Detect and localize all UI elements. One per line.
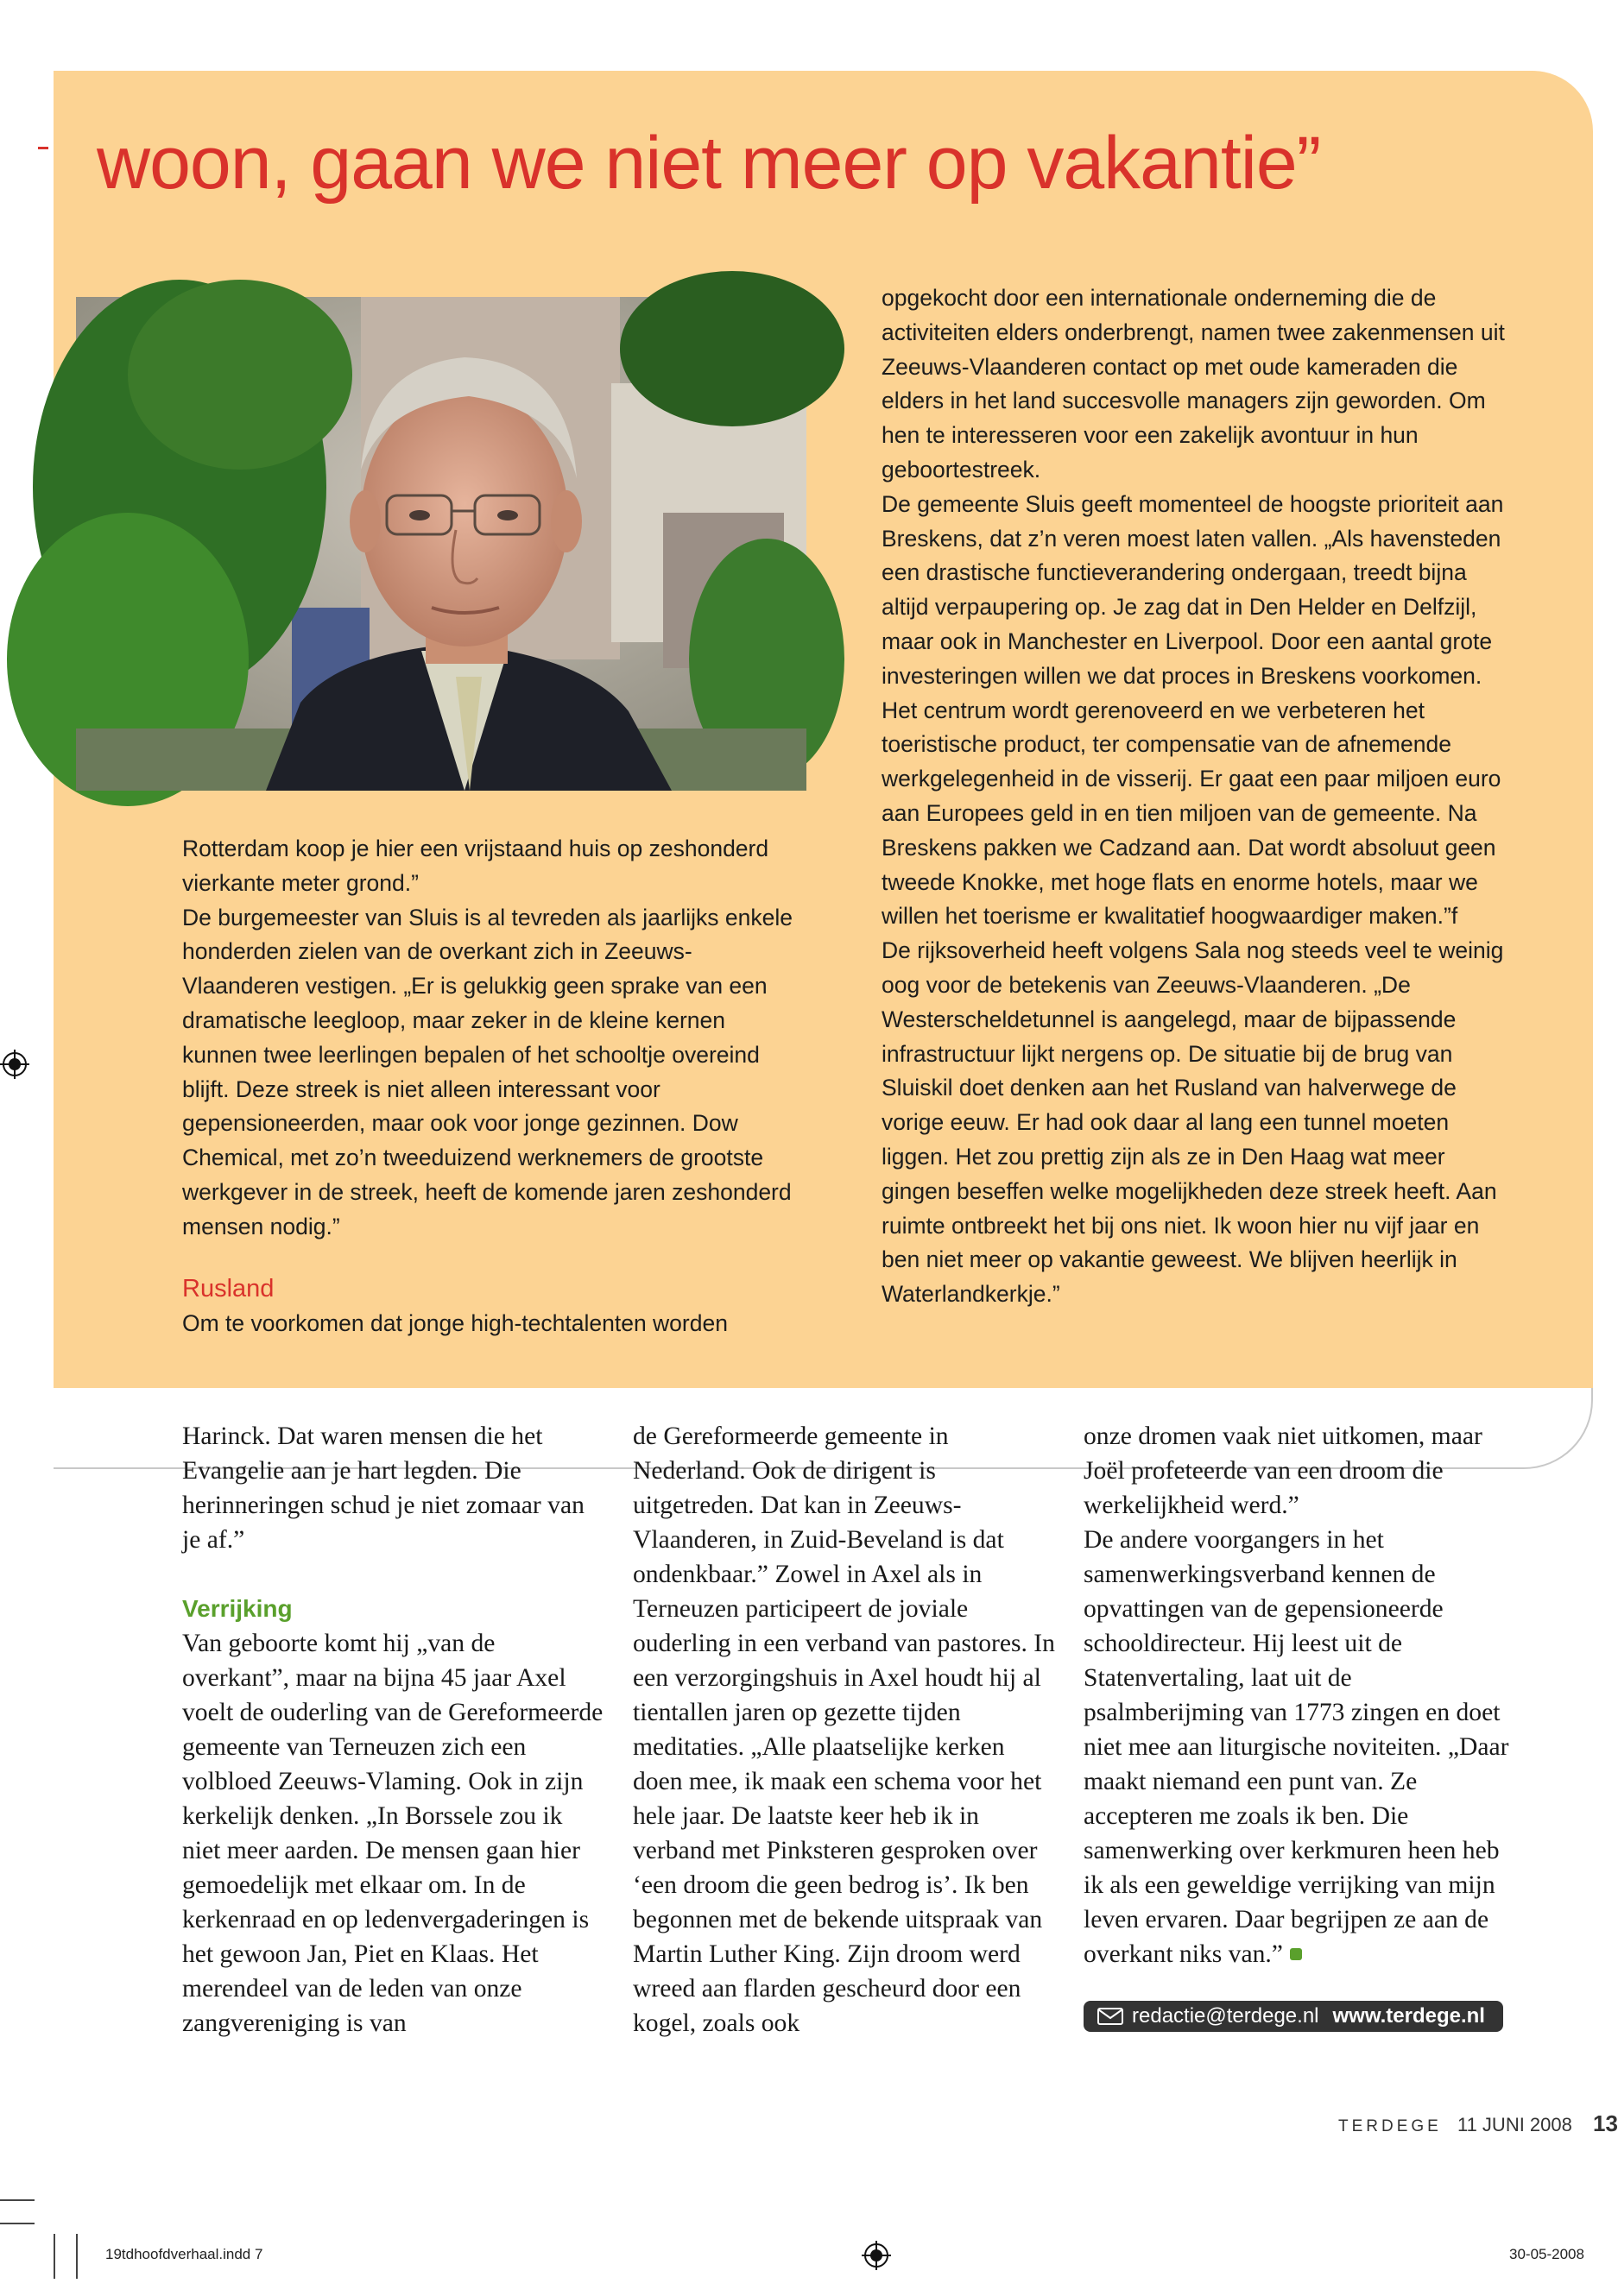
portrait-illustration (76, 297, 806, 791)
contact-website[interactable]: www.terdege.nl (1332, 2004, 1485, 2028)
body-subhead: Verrijking (182, 1595, 293, 1622)
magazine-name: TERDEGE (1338, 2117, 1442, 2135)
contact-bar (1084, 2001, 1503, 2032)
body-paragraph-text: De andere voorgangers in het samenwerkingsverband kennen de opvattingen van de gepensioneerde schooldirecteur. Hij leest uit de Statenvertaling, laat uit de psalmberijming van 1773 zingen en doet niet mee aan liturgische noviteiten. „Daar maakt niemand een punt van. Ze accepteren me zoals ik ben. Die samenwerking over kerkmuren heen heb ik als een geweldige verrijking van mijn leven ervaren. Daar begrijpen ze aan de overkant niks van.” (1084, 1526, 1509, 1968)
sidebar-paragraph: De gemeente Sluis geeft momenteel de hoogste prioriteit aan Breskens, dat z’n veren moest laten vallen. „Als havensteden een drastische functieverandering ondergaan, treedt bijna altijd verpaupering op. Je zag dat in Den Helder en Delfzijl, maar ook in Manchester en Liverpool. Door een aantal grote investeringen willen we dat proces in Breskens voorkomen. Het centrum wordt gerenoveerd en we verbeteren het toeristische product, ter compensatie van de afnemende werkgelegenheid in de visserij. Er gaat een paar miljoen euro aan Europees geld in en tien miljoen van de gemeente. Na Breskens pakken we Cadzand aan. Dat wordt absoluut geen tweede Knokke, met hoge flats en enorme hotels, maar we willen het toerisme er kwalitatief hoogwaardiger maken.”f (882, 490, 1504, 930)
registration-mark-icon (862, 2241, 891, 2270)
sidebar-left-column (182, 832, 806, 1340)
body-column-2 (633, 1419, 1056, 2041)
sidebar-paragraph: Om te voorkomen dat jonge high-techtalenten worden (182, 1309, 728, 1336)
page-folio (1338, 2110, 1618, 2137)
sidebar-paragraph: Rotterdam koop je hier een vrijstaand huis op zeshonderd vierkante meter grond.” (182, 836, 769, 896)
sidebar-subhead: Rusland (182, 1274, 275, 1303)
print-slug-date: 30-05-2008 (1509, 2246, 1584, 2262)
body-paragraph: Harinck. Dat waren mensen die het Evangelie aan je hart legden. Die herinneringen schud je niet zomaar van je af.” (182, 1422, 585, 1554)
print-slug-file: 19tdhoofdverhaal.indd 7 (105, 2246, 263, 2262)
crop-mark (0, 2223, 35, 2224)
body-paragraph (1084, 1523, 1515, 1971)
sidebar-paragraph: opgekocht door een internationale onderneming die de activiteiten elders onderbrengt, namen twee zakenmensen uit Zeeuws-Vlaanderen contact op met oude kameraden die elders in het land succesvolle managers zijn geworden. Om hen te interesseren voor een zakelijk avontuur in hun geboortestreek. (882, 285, 1505, 483)
body-paragraph: onze dromen vaak niet uitkomen, maar Joël profeteerde van een droom die werkelijkheid werd.” (1084, 1422, 1482, 1519)
registration-mark-icon (0, 1050, 29, 1079)
headline: woon, gaan we niet meer op vakantie” (97, 122, 1321, 205)
body-paragraph: de Gereformeerde gemeente in Nederland. Ook de dirigent is uitgetreden. Dat kan in Zeeuws-Vlaanderen, in Zuid-Beveland is dat ondenkbaar.” Zowel in Axel als in Terneuzen participeert de joviale ouderling in een verband van pastores. In een verzorgingshuis in Axel houdt hij al tientallen jaren op gezette tijden meditaties. „Alle plaatselijke kerken doen mee, ik maak een schema voor het hele jaar. De laatste keer heb ik in verband met Pinksteren gesproken over ‘een droom die geen bedrog is’. Ik ben begonnen met de bekende uitspraak van Martin Luther King. Zijn droom werd wreed aan flarden gescheurd door een kogel, zoals ook (633, 1422, 1055, 2037)
sidebar-paragraph: De burgemeester van Sluis is al tevreden als jaarlijks enkele honderden zielen van de overkant zich in Zeeuws-Vlaanderen vestigen. „Er is gelukkig geen sprake van een dramatische leegloop, maar zeker in de kleine kernen kunnen twee leerlingen bepalen of het schooltje overeind blijft. Deze streek is niet alleen interessant voor gepensioneerden, maar ook voor jonge gezinnen. Dow Chemical, met zo’n tweeduizend werknemers de grootste werkgever in de streek, heeft de komende jaren zeshonderd mensen nodig.” (182, 904, 793, 1239)
body-column-1 (182, 1419, 605, 2041)
sidebar-right-column (882, 281, 1512, 1312)
body-column-3 (1084, 1419, 1515, 1971)
portrait-photo (76, 297, 806, 791)
page-number: 13 (1593, 2110, 1618, 2136)
body-paragraph: Van geboorte komt hij „van de overkant”, maar na bijna 45 jaar Axel voelt de ouderling van de Gereformeerde gemeente van Terneuzen zich een volbloed Zeeuws-Vlaming. Ook in zijn kerkelijk denken. „In Borssele zou ik niet meer aarden. De mensen gaan hier gemoedelijk met elkaar om. In de kerkenraad en op ledenvergaderingen is het gewoon Jan, Piet en Klaas. Het merendeel van de leden van onze zangvereniging is van (182, 1630, 604, 2037)
sidebar-paragraph: De rijksoverheid heeft volgens Sala nog steeds veel te weinig oog voor de betekenis van Zeeuws-Vlaanderen. „De Westerscheldetunnel is aangelegd, maar de bijpassende infrastructuur lijkt nergens op. De situatie bij de brug van Sluiskil doet denken aan het Rusland van halverwege de vorige eeuw. Er had ook daar al lang een tunnel moeten liggen. Het zou prettig zijn als ze in Den Haag wat meer gingen beseffen welke mogelijkheden deze streek heeft. Aan ruimte ontbreekt het bij ons niet. Ik woon hier nu vijf jaar en ben niet meer op vakantie geweest. We blijven heerlijk in Waterlandkerkje.” (882, 937, 1504, 1308)
issue-date: 11 JUNI 2008 (1457, 2114, 1572, 2135)
contact-email[interactable]: redactie@terdege.nl (1132, 2004, 1319, 2028)
crop-mark (0, 2199, 35, 2201)
crop-mark (54, 2234, 55, 2279)
crop-mark (76, 2234, 78, 2279)
envelope-icon (1097, 2008, 1123, 2025)
headline-dash (38, 147, 48, 149)
end-mark-icon (1290, 1948, 1302, 1960)
